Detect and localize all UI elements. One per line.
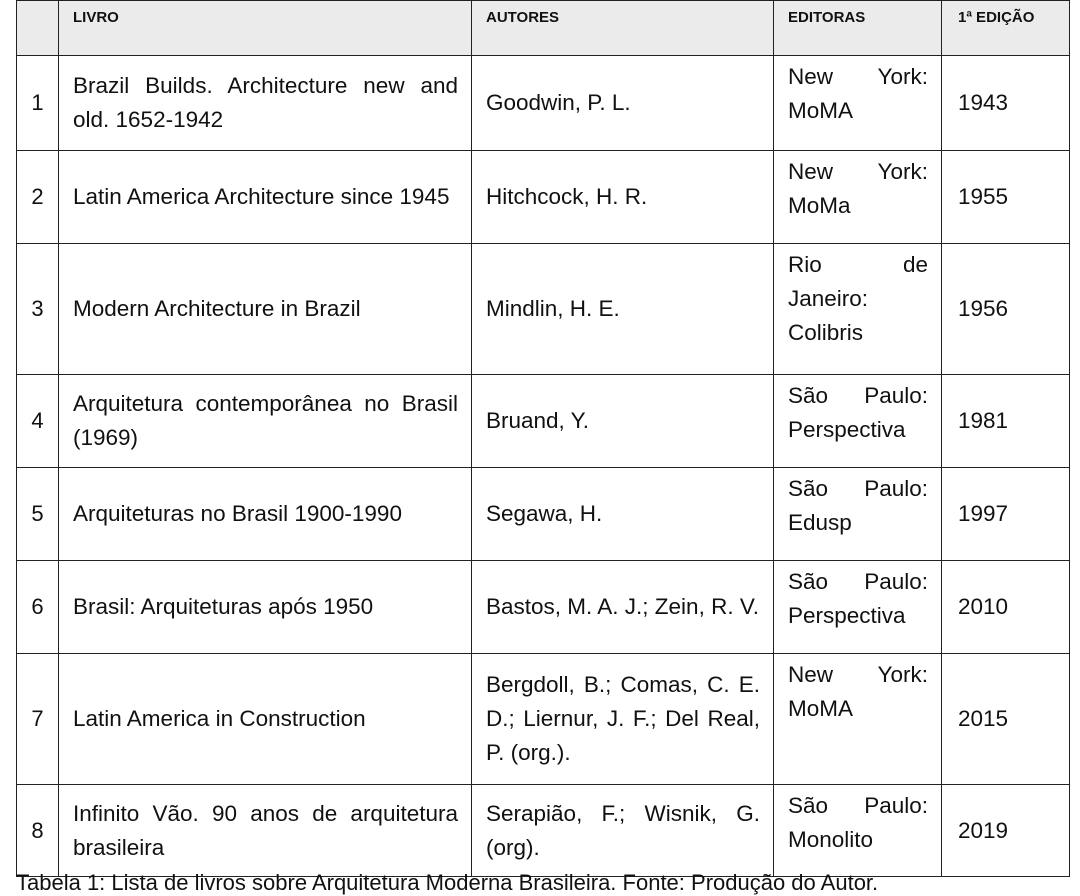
row-number: 4 <box>17 375 59 468</box>
book-year: 1981 <box>942 375 1070 468</box>
book-title: Modern Architecture in Brazil <box>59 244 472 375</box>
book-year: 2010 <box>942 561 1070 654</box>
book-publisher: São Paulo: Monolito <box>774 785 942 877</box>
book-year: 2015 <box>942 654 1070 785</box>
header-editoras: EDITORAS <box>774 1 942 56</box>
book-publisher: São Paulo: Perspectiva <box>774 375 942 468</box>
book-publisher: New York: MoMA <box>774 654 942 785</box>
row-number: 3 <box>17 244 59 375</box>
book-publisher: São Paulo: Perspectiva <box>774 561 942 654</box>
header-autores: AUTORES <box>472 1 774 56</box>
table-row <box>17 151 1070 244</box>
book-title: Latin America in Construction <box>59 654 472 785</box>
row-number: 7 <box>17 654 59 785</box>
book-year: 1997 <box>942 468 1070 561</box>
book-year: 1955 <box>942 151 1070 244</box>
header-num <box>17 1 59 56</box>
book-publisher: Rio de Janeiro: Colibris <box>774 244 942 375</box>
book-authors: Bruand, Y. <box>472 375 774 468</box>
table-row <box>17 56 1070 151</box>
table-row <box>17 244 1070 375</box>
book-title: Latin America Architecture since 1945 <box>59 151 472 244</box>
book-title: Arquiteturas no Brasil 1900-1990 <box>59 468 472 561</box>
book-publisher: São Paulo: Edusp <box>774 468 942 561</box>
row-number: 6 <box>17 561 59 654</box>
row-number: 1 <box>17 56 59 151</box>
table-caption: Tabela 1: Lista de livros sobre Arquitetura Moderna Brasileira. Fonte: Produção do Autor. <box>16 870 879 895</box>
book-title: Arquitetura contemporânea no Brasil (1969) <box>59 375 472 468</box>
book-title: Brazil Builds. Architecture new and old. 1652-1942 <box>59 56 472 151</box>
table-row <box>17 785 1070 877</box>
book-title: Infinito Vão. 90 anos de arquitetura brasileira <box>59 785 472 877</box>
books-table <box>16 0 1070 877</box>
book-authors: Hitchcock, H. R. <box>472 151 774 244</box>
table-row <box>17 561 1070 654</box>
table-row <box>17 468 1070 561</box>
book-year: 1956 <box>942 244 1070 375</box>
book-authors: Segawa, H. <box>472 468 774 561</box>
book-authors: Bastos, M. A. J.; Zein, R. V. <box>472 561 774 654</box>
book-authors: Goodwin, P. L. <box>472 56 774 151</box>
header-livro: LIVRO <box>59 1 472 56</box>
book-title: Brasil: Arquiteturas após 1950 <box>59 561 472 654</box>
header-edicao: 1ª EDIÇÃO <box>942 1 1070 56</box>
book-year: 1943 <box>942 56 1070 151</box>
header-row <box>17 1 1070 56</box>
table-row <box>17 375 1070 468</box>
row-number: 8 <box>17 785 59 877</box>
row-number: 5 <box>17 468 59 561</box>
row-number: 2 <box>17 151 59 244</box>
book-publisher: New York: MoMA <box>774 56 942 151</box>
book-year: 2019 <box>942 785 1070 877</box>
book-authors: Mindlin, H. E. <box>472 244 774 375</box>
book-authors: Bergdoll, B.; Comas, C. E. D.; Liernur, J. F.; Del Real, P. (org.). <box>472 654 774 785</box>
book-publisher: New York: MoMa <box>774 151 942 244</box>
book-authors: Serapião, F.; Wisnik, G. (org). <box>472 785 774 877</box>
table-row <box>17 654 1070 785</box>
